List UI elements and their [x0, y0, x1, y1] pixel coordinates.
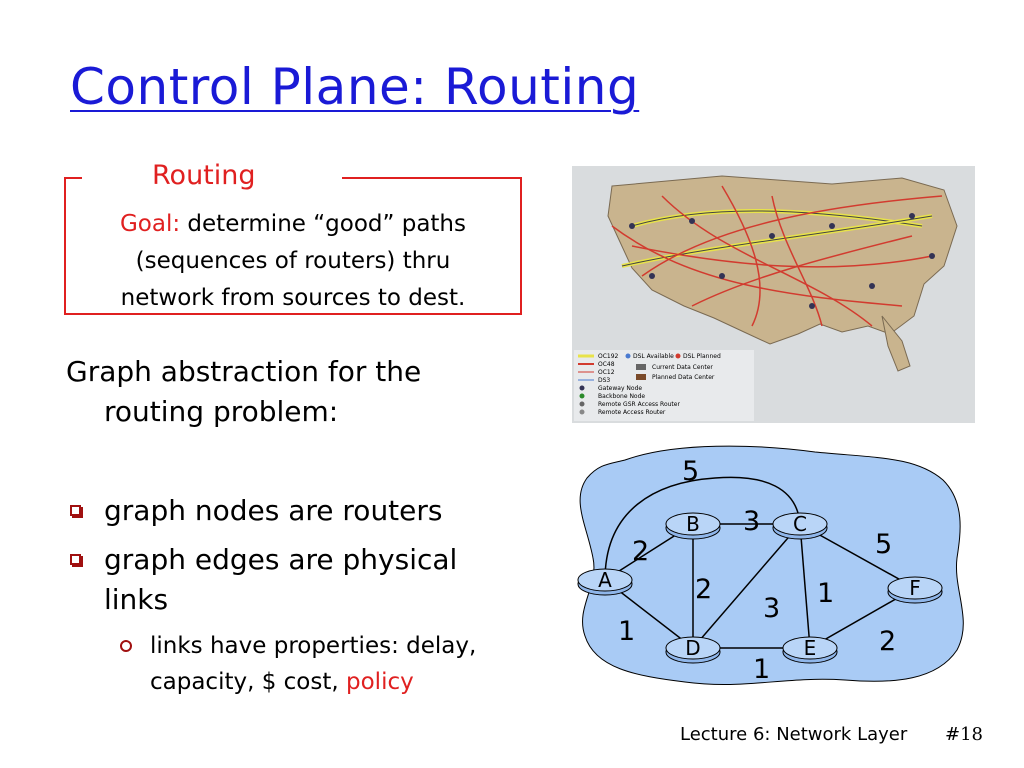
- goal-line-2: (sequences of routers) thru: [135, 248, 451, 274]
- graph-node-label-c: C: [793, 512, 807, 536]
- graph-node-label-a: A: [598, 568, 612, 592]
- routing-box-text: [68, 206, 518, 317]
- map-legend2-2: Current Data Center: [652, 364, 713, 371]
- edge-weight-c-d: 3: [763, 593, 781, 624]
- map-legend2-0: DSL Available: [633, 353, 674, 360]
- graph-node-label-f: F: [909, 576, 921, 600]
- intro-line-1: Graph abstraction for the: [66, 355, 422, 388]
- edge-weight-d-e: 1: [753, 654, 771, 685]
- edge-weight-c-f: 5: [875, 529, 893, 560]
- bullet-1: graph nodes are routers: [104, 494, 443, 527]
- sub-bullet-icon: [120, 640, 132, 652]
- map-legend2-1: DSL Planned: [683, 353, 721, 360]
- map-legend-4: Gateway Node: [598, 385, 643, 392]
- graph-node-d: [666, 636, 720, 663]
- edge-weight-b-c: 3: [743, 506, 761, 537]
- bullet-2-line-2: links: [104, 583, 169, 616]
- goal-label: Goal:: [119, 211, 181, 237]
- sub-bullet-line-2: capacity, $ cost,: [150, 669, 347, 695]
- graph-node-label-b: B: [686, 512, 700, 536]
- footer-lecture: Lecture 6: Network Layer: [680, 724, 908, 745]
- routing-box-heading: Routing: [152, 160, 256, 191]
- intro-line-2: routing problem:: [104, 395, 339, 428]
- edge-weight-b-d: 2: [695, 574, 713, 605]
- sub-bullet-line-1: links have properties: delay,: [150, 633, 477, 659]
- graph-node-b: [666, 512, 720, 539]
- graph-node-a: [578, 568, 632, 595]
- map-legend-3: DS3: [598, 377, 611, 384]
- edge-weight-e-f: 2: [879, 626, 897, 657]
- edge-weight-a-c: 5: [682, 456, 700, 487]
- intro-text: [66, 352, 421, 432]
- slide-title: Control Plane: Routing: [70, 58, 640, 116]
- network-graph: [565, 440, 985, 700]
- edge-weight-a-d: 1: [618, 616, 636, 647]
- map-legend-0: OC192: [598, 353, 619, 360]
- goal-line-3: network from sources to dest.: [120, 285, 466, 311]
- bullet-icon-1: [70, 505, 81, 516]
- bullet-2-line-1: graph edges are physical: [104, 543, 458, 576]
- edge-weight-c-e: 1: [817, 578, 835, 609]
- map-legend-2: OC12: [598, 369, 615, 376]
- map-legend-5: Backbone Node: [598, 393, 646, 400]
- graph-node-e: [783, 636, 837, 663]
- map-legend-6: Remote GSR Access Router: [598, 401, 680, 408]
- map-legend2-3: Planned Data Center: [652, 374, 715, 381]
- map-legend-7: Remote Access Router: [598, 409, 666, 416]
- sub-bullet-text: [150, 628, 476, 700]
- bullet-2: [104, 540, 457, 620]
- map-legend-1: OC48: [598, 361, 615, 368]
- graph-node-label-e: E: [803, 636, 817, 660]
- page-number: #18: [945, 724, 983, 745]
- us-map-graphic: [572, 166, 975, 423]
- edge-weight-a-b: 2: [632, 536, 650, 567]
- us-network-map: [572, 166, 975, 423]
- graph-node-label-d: D: [685, 636, 701, 660]
- bullet-icon-2: [70, 554, 81, 565]
- goal-line-1: determine “good” paths: [180, 211, 466, 237]
- graph-node-f: [888, 576, 942, 603]
- policy-word: policy: [346, 669, 414, 695]
- graph-node-c: [773, 512, 827, 539]
